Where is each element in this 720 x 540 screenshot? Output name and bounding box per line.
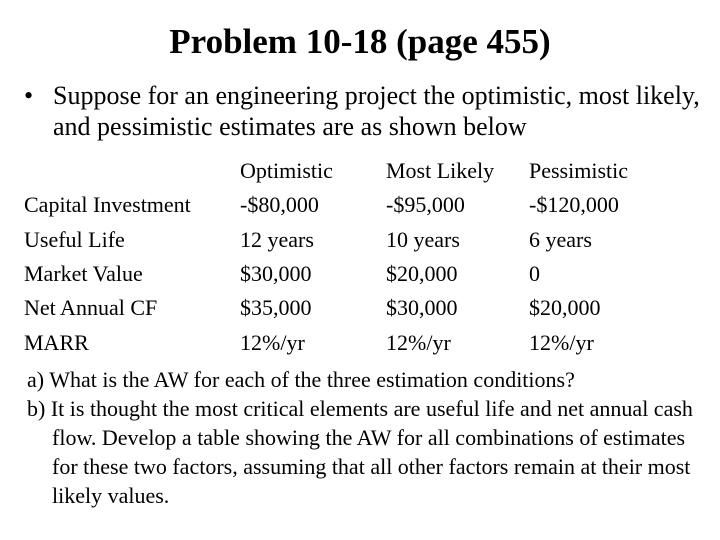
header-cell-empty: [24, 154, 240, 188]
table-row-marr: [24, 325, 714, 359]
header-cell-pessimistic: Pessimistic: [529, 158, 629, 184]
cell-pessimistic: 12%/yr: [529, 329, 594, 355]
cell-most-likely: -$95,000: [386, 192, 465, 218]
cell-pessimistic: 0: [529, 261, 540, 287]
table-row-useful-life: [24, 223, 714, 257]
row-label: Net Annual CF: [24, 295, 158, 321]
table-row-capital-investment: [24, 188, 714, 222]
table-row-market-value: [24, 257, 714, 291]
table-row-net-annual-cf: [24, 291, 714, 325]
cell-pessimistic: -$120,000: [529, 192, 619, 218]
estimates-table: [24, 154, 714, 360]
header-cell-most-likely: Most Likely: [386, 158, 495, 184]
cell-pessimistic: $20,000: [529, 295, 601, 321]
questions-block: [27, 365, 707, 510]
row-label: MARR: [24, 329, 89, 355]
cell-optimistic: 12%/yr: [240, 329, 305, 355]
row-label: Useful Life: [24, 226, 125, 252]
cell-optimistic: $35,000: [240, 295, 312, 321]
cell-most-likely: 12%/yr: [386, 329, 451, 355]
cell-optimistic: 12 years: [240, 226, 314, 252]
cell-most-likely: $30,000: [386, 295, 458, 321]
row-label: Capital Investment: [24, 192, 191, 218]
row-label: Market Value: [24, 261, 143, 287]
slide-title: Problem 10-18 (page 455): [169, 22, 551, 61]
table-header-row: [24, 154, 714, 188]
question-a: a) What is the AW for each of the three estimation conditions?: [27, 367, 575, 392]
intro-bullet-point: [24, 80, 704, 142]
question-b: b) It is thought the most critical elements are useful life and net annual cash flow. Develop a table showing the AW for all combinations of estimates for these two factors, assuming that all other factors remain at their most likely values.: [27, 396, 693, 508]
intro-text: Suppose for an engineering project the optimistic, most likely, and pessimistic estimates are as shown below: [53, 81, 700, 141]
cell-most-likely: $20,000: [386, 261, 458, 287]
header-cell-optimistic: Optimistic: [240, 158, 333, 184]
cell-most-likely: 10 years: [386, 226, 460, 252]
cell-pessimistic: 6 years: [529, 226, 592, 252]
cell-optimistic: $30,000: [240, 261, 312, 287]
bullet-marker: •: [24, 81, 34, 110]
cell-optimistic: -$80,000: [240, 192, 319, 218]
